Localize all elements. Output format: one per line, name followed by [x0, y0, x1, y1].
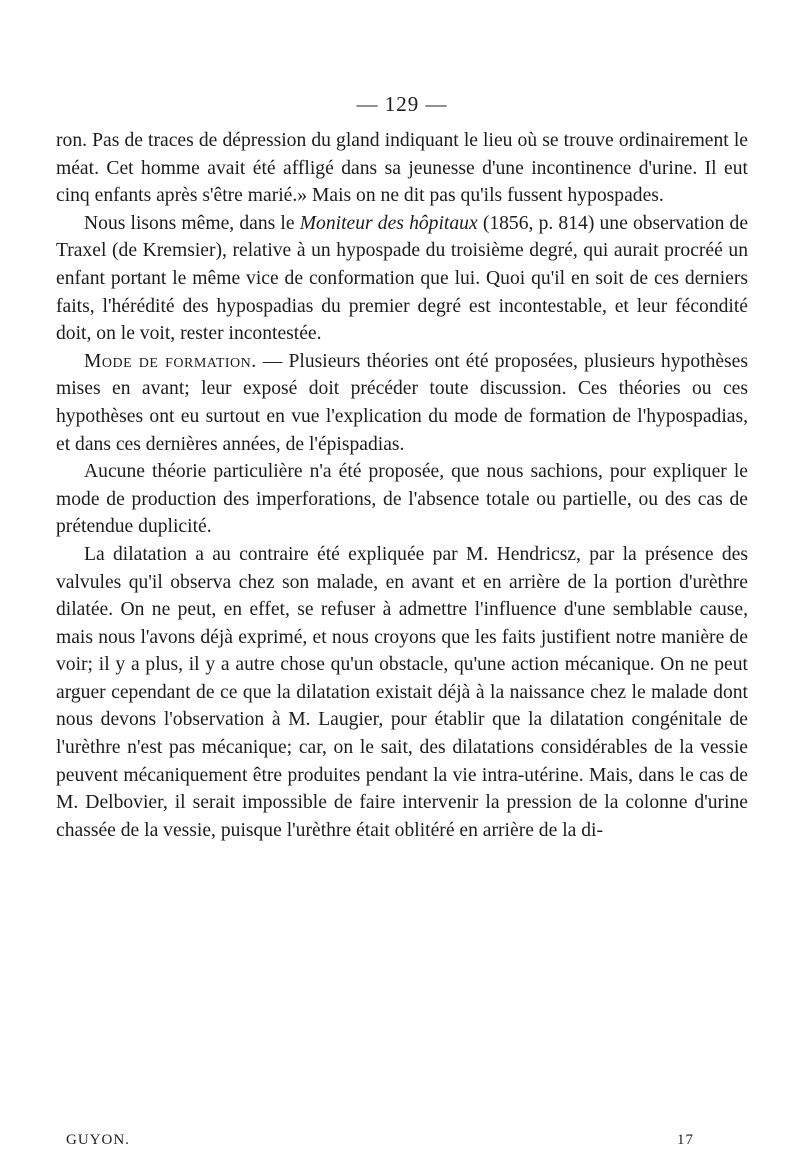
page-footer	[66, 1132, 706, 1149]
paragraph-2-text-start: Nous lisons même, dans le	[84, 212, 300, 234]
paragraph-2-text-end: (1856, p. 814) une observation de Traxel (de Kremsier), relative à un hypospade du troisième degré, qui aurait procréé un enfant portant le même vice de conformation que lui. Quoi qu'il en soit de ces derniers faits, l'hérédité des hypospadias du premier degré est incontestable, et leur fécondité doit, on le voit, rester incontestée.	[56, 212, 749, 345]
paragraph-5: La dilatation a au contraire été expliquée par M. Hendricsz, par la présence des valvules qu'il observa chez son malade, en avant et en arrière de la portion d'urèthre dilatée. On ne peut, en effet, se refuser à admettre l'influence d'une semblable cause, mais nous l'avons déjà exprimé, et nous croyons que les faits justifient notre manière de voir; il y a plus, il y a autre chose qu'un obstacle, qu'une action mécanique. On ne peut arguer cependant de ce que la dilatation existait déjà à la naissance chez le malade dont nous devons l'observation à M. Laugier, pour établir que la dilatation congénitale de l'urèthre n'est pas mécanique; car, on le sait, des dilatations considérables de la vessie peuvent mécaniquement être produites pendant la vie intra-utérine. Mais, dans le cas de M. Delbovier, il serait impossible de faire intervenir la pression de la colonne d'urine chassée de la vessie, puisque l'urèthre était oblitéré en arrière de la di-	[56, 543, 748, 841]
paragraph-4: Aucune théorie particulière n'a été proposée, que nous sachions, pour expliquer le mode de production des imperforations, de l'absence totale ou partielle, ou des cas de prétendue duplicité.	[56, 461, 748, 538]
body-text	[56, 127, 748, 844]
paragraph-3-text: — Plusieurs théories ont été proposées, plusieurs hypothèses mises en avant; leur exposé doit précéder toute discussion. Ces théories ou ces hypothèses ont eu surtout en vue l'explication du mode de formation de l'hypospadias, et dans ces dernières années, de l'épispadias.	[56, 350, 749, 455]
signature-mark: 17	[677, 1132, 694, 1148]
paragraph-3	[56, 348, 748, 458]
page-number: — 129 —	[356, 92, 448, 116]
footer-author: GUYON.	[66, 1132, 130, 1148]
journal-title: Moniteur des hôpitaux	[299, 212, 478, 234]
paragraph-1: ron. Pas de traces de dépression du gland indiquant le lieu où se trouve ordinairement le méat. Cet homme avait été affligé dans sa jeunesse d'une incontinence d'urine. Il eut cinq enfants après s'être marié.» Mais on ne dit pas qu'ils fussent hypospades.	[56, 130, 748, 207]
book-page	[56, 0, 748, 1167]
paragraph-2	[56, 210, 748, 348]
section-heading: Mode de formation.	[84, 350, 257, 372]
